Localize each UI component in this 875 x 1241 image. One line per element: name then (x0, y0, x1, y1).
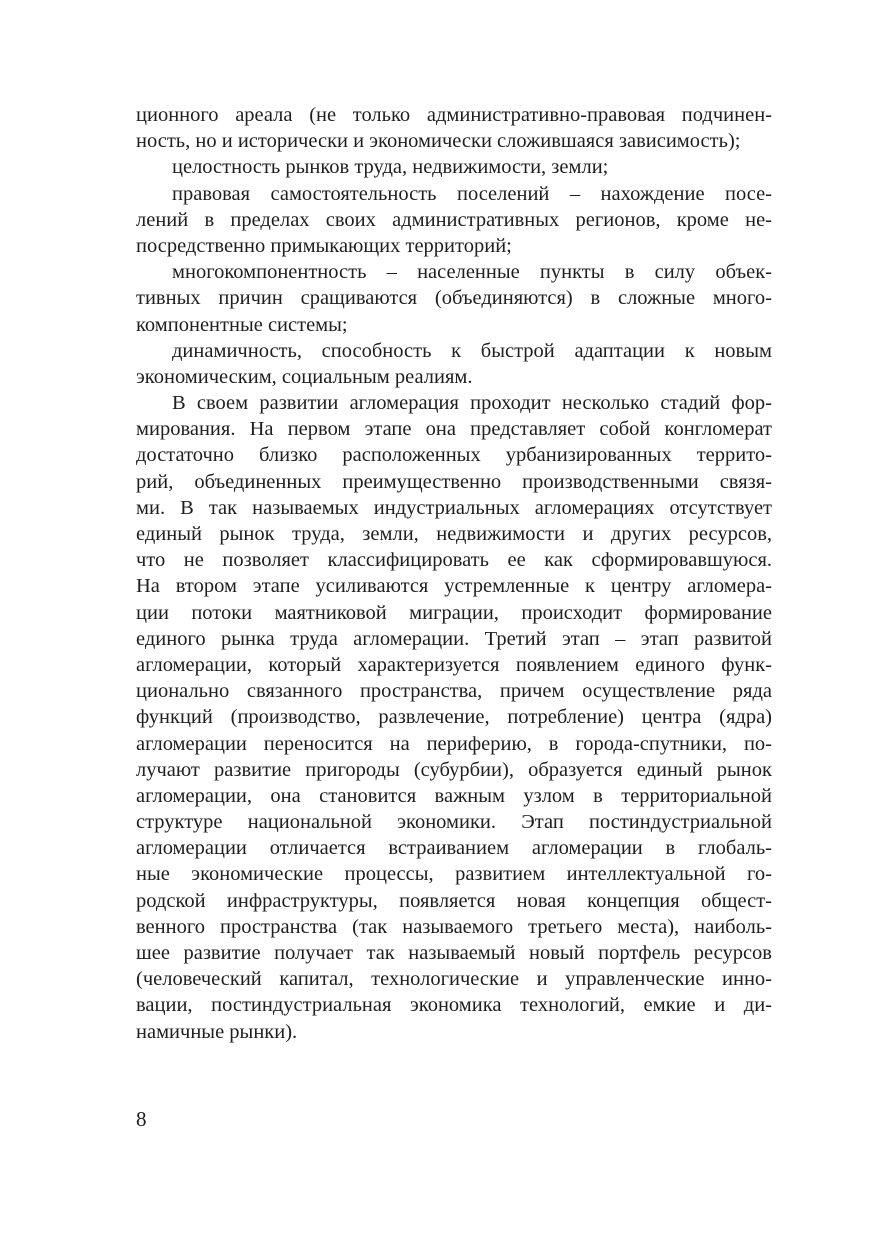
text-line: компонентные системы; (136, 313, 348, 336)
text-line: В своем развитии агломерация проходит несколько стадий фор- (172, 392, 772, 415)
text-line: динамичность, способность к быстрой адаптации к новым (172, 339, 772, 362)
text-line: На втором этапе усиливаются устремленные к центру агломера- (136, 575, 772, 598)
text-line: венного пространства (так называемого третьего места), наиболь- (136, 915, 772, 938)
text-line: ми. В так называемых индустриальных агломерациях отсутствует (136, 496, 772, 519)
text-line: (человеческий капитал, технологические и управленческие инно- (136, 968, 772, 991)
text-line: рий, объединенных преимущественно производственными связя- (136, 470, 772, 493)
text-line: агломерации отличается встраиванием агломерации в глобаль- (136, 837, 772, 860)
text-line: лений в пределах своих административных регионов, кроме не- (136, 208, 772, 231)
text-line: мирования. На первом этапе она представляет собой конгломерат (136, 418, 772, 441)
text-line: ции потоки маятниковой миграции, происходит формирование (136, 601, 772, 624)
text-line: единого рынка труда агломерации. Третий этап – этап развитой (136, 627, 772, 650)
text-line: шее развитие получает так называемый новый портфель ресурсов (136, 942, 772, 964)
text-line: родской инфраструктуры, появляется новая концепция общест- (136, 889, 772, 912)
page-number: 8 (136, 1107, 147, 1131)
text-line: агломерации, который характеризуется появлением единого функ- (136, 653, 772, 676)
text-line: лучают развитие пригороды (субурбии), образуется единый рынок (136, 758, 772, 781)
text-line: ные экономические процессы, развитием интеллектуальной го- (136, 863, 772, 886)
text-line: агломерации переносится на периферию, в города-спутники, по- (136, 732, 772, 755)
text-line: правовая самостоятельность поселений – нахождение посе- (172, 182, 772, 205)
text-line: намичные рынки). (136, 1020, 298, 1043)
text-line: тивных причин сращиваются (объединяются) в сложные много- (136, 287, 772, 310)
text-line: ционного ареала (не только административно-правовая подчинен- (136, 104, 772, 126)
text-line: многокомпонентность – населенные пункты в силу объек- (172, 261, 772, 284)
body-text (136, 102, 772, 1045)
text-line: достаточно близко расположенных урбанизированных террито- (136, 444, 772, 467)
text-line: посредственно примыкающих территорий; (136, 234, 512, 257)
text-line: экономическим, социальным реалиям. (136, 365, 473, 388)
text-line: ность, но и исторически и экономически сложившаяся зависимость); (136, 130, 741, 153)
text-line: агломерации, она становится важным узлом в территориальной (136, 784, 772, 807)
text-line: вации, постиндустриальная экономика технологий, емкие и ди- (136, 994, 772, 1017)
text-line: что не позволяет классифицировать ее как сформировавшуюся. (136, 549, 772, 572)
text-line: структуре национальной экономики. Этап постиндустриальной (136, 811, 772, 834)
text-line: целостность рынков труда, недвижимости, земли; (172, 156, 609, 179)
text-line: ционально связанного пространства, причем осуществление ряда (136, 680, 772, 703)
text-line: единый рынок труда, земли, недвижимости и других ресурсов, (136, 523, 772, 545)
text-line: функций (производство, развлечение, потребление) центра (ядра) (136, 706, 772, 729)
